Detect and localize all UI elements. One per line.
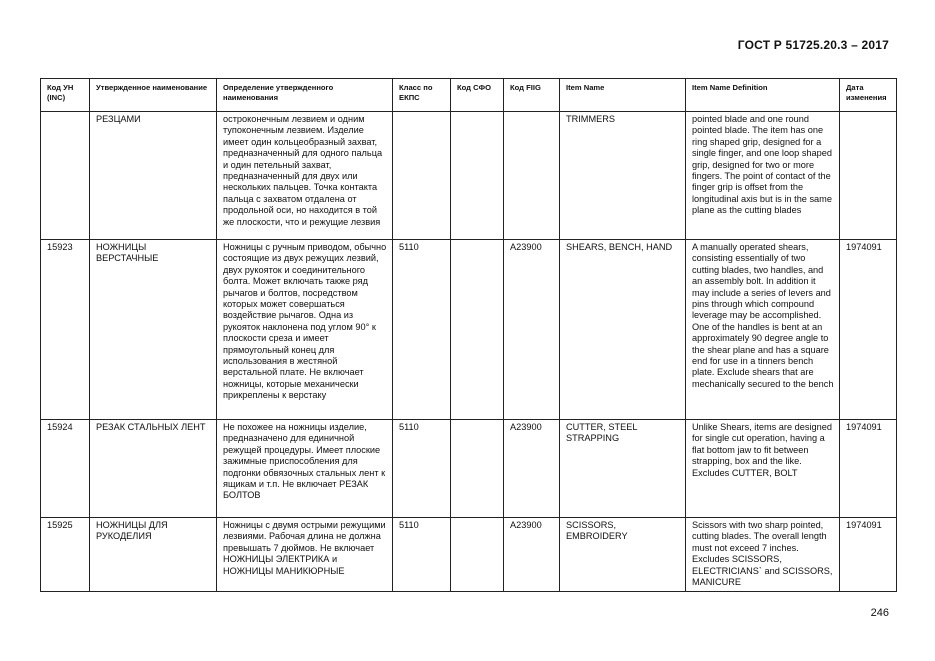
cell-item-name: SHEARS, BENCH, HAND <box>560 240 686 420</box>
cell-definition: остроконечным лезвием и одним тупоконечным лезвием. Изделие имеет один кольцеобразный захват, предназначенный для одного пальца и один петельный захват, предназначенный для двух или нескольких пальцев. Точка контакта пальца с захватом отдалена от продольной оси, но находится в той же плоскости, что и режущие лезвия <box>217 112 393 240</box>
col-header-inc: Код УН (INC) <box>41 79 90 112</box>
cell-inc: 15924 <box>41 420 90 518</box>
cell-inc <box>41 112 90 240</box>
cell-date: 1974091 <box>840 420 897 518</box>
cell-definition: Ножницы с двумя острыми режущими лезвиями. Рабочая длина не должна превышать 7 дюймов. Не включает НОЖНИЦЫ ЭЛЕКТРИКА и НОЖНИЦЫ МАНИКЮРНЫЕ <box>217 518 393 592</box>
col-header-class: Класс по ЕКПС <box>393 79 451 112</box>
col-header-item-name: Item Name <box>560 79 686 112</box>
cell-fiig: A23900 <box>504 518 560 592</box>
cell-sfo <box>451 112 504 240</box>
cell-class: 5110 <box>393 518 451 592</box>
cell-item-definition: A manually operated shears, consisting essentially of two cutting blades, two handles, and an assembly bolt. In addition it may include a series of levers and pins through which compound leverage may be accomplished. One of the handles is bent at an approximately 90 degree angle to the shear plane and has a square end for use in a tinners bench plate. Exclude shears that are mechanically secured to the bench <box>686 240 840 420</box>
table-header-row <box>41 79 897 112</box>
cell-name: РЕЗАК СТАЛЬНЫХ ЛЕНТ <box>90 420 217 518</box>
cell-item-definition: Scissors with two sharp pointed, cutting blades. The overall length must not exceed 7 inches. Excludes SCISSORS, ELECTRICIANS` and SCISSORS, MANICURE <box>686 518 840 592</box>
cell-sfo <box>451 420 504 518</box>
col-header-item-definition: Item Name Definition <box>686 79 840 112</box>
cell-class: 5110 <box>393 420 451 518</box>
standard-designation: ГОСТ Р 51725.20.3 – 2017 <box>737 38 889 52</box>
col-header-approved-name: Утвержденное наименование <box>90 79 217 112</box>
cell-sfo <box>451 240 504 420</box>
cell-definition: Не похожее на ножницы изделие, предназначено для единичной режущей процедуры. Имеет плоские зажимные приспособления для подгонки обвязочных стальных лент к ящикам и т.п. Не включает РЕЗАК БОЛТОВ <box>217 420 393 518</box>
cell-inc: 15925 <box>41 518 90 592</box>
table-row <box>41 518 897 592</box>
cell-class <box>393 112 451 240</box>
cell-item-definition: pointed blade and one round pointed blade. The item has one ring shaped grip, designed for a single finger, and one loop shaped grip, designed for two or more fingers. The point of contact of the finger grip is offset from the longitudinal axis but is in the same plane as the cutting blades <box>686 112 840 240</box>
item-names-table <box>40 78 897 592</box>
col-header-sfo: Код СФО <box>451 79 504 112</box>
cell-date <box>840 112 897 240</box>
cell-name: НОЖНИЦЫ ВЕРСТАЧНЫЕ <box>90 240 217 420</box>
cell-class: 5110 <box>393 240 451 420</box>
table-row <box>41 240 897 420</box>
cell-definition: Ножницы с ручным приводом, обычно состоящие из двух режущих лезвий, двух рукояток и соединительного болта. Может включать также ряд рычагов и болтов, посредством которых может совершаться воздействие рычагов. Одна из рукояток наклонена под углом 90° к плоскости среза и имеет прямоугольный конец для использования в жестяной верстальной плате. Не включает ножницы, которые механически прикреплены к верстаку <box>217 240 393 420</box>
table-row <box>41 420 897 518</box>
cell-name: РЕЗЦАМИ <box>90 112 217 240</box>
col-header-fiig: Код FIIG <box>504 79 560 112</box>
table-row <box>41 112 897 240</box>
cell-item-definition: Unlike Shears, items are designed for single cut operation, having a flat bottom jaw to fit between strapping, box and the like. Excludes CUTTER, BOLT <box>686 420 840 518</box>
cell-item-name: CUTTER, STEEL STRAPPING <box>560 420 686 518</box>
cell-fiig <box>504 112 560 240</box>
col-header-date: Дата изменения <box>840 79 897 112</box>
cell-sfo <box>451 518 504 592</box>
cell-inc: 15923 <box>41 240 90 420</box>
page-number: 246 <box>870 607 889 619</box>
cell-name: НОЖНИЦЫ ДЛЯ РУКОДЕЛИЯ <box>90 518 217 592</box>
cell-fiig: A23900 <box>504 240 560 420</box>
cell-item-name: SCISSORS, EMBROIDERY <box>560 518 686 592</box>
cell-fiig: A23900 <box>504 420 560 518</box>
cell-date: 1974091 <box>840 240 897 420</box>
cell-item-name: TRIMMERS <box>560 112 686 240</box>
col-header-definition: Определение утвержденного наименования <box>217 79 393 112</box>
cell-date: 1974091 <box>840 518 897 592</box>
